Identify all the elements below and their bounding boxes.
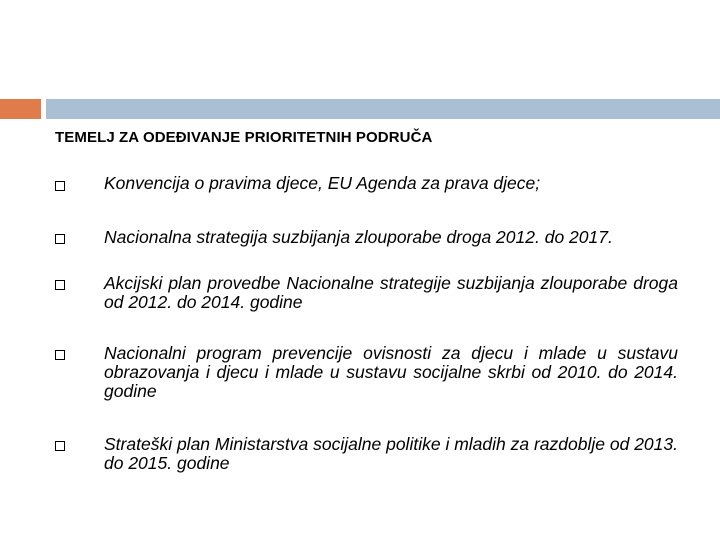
bullet-item: Nacionalna strategija suzbijanja zlouporabe droga 2012. do 2017. xyxy=(104,227,613,247)
accent-bar-blue xyxy=(46,99,720,119)
square-bullet-icon xyxy=(55,234,65,244)
square-bullet-icon xyxy=(55,181,65,191)
square-bullet-icon xyxy=(55,350,65,360)
bullet-item: Konvencija o pravima djece, EU Agenda za prava djece; xyxy=(104,173,541,193)
square-bullet-icon xyxy=(55,280,65,290)
accent-bar-orange xyxy=(0,99,41,119)
bullet-item: Nacionalni program prevencije ovisnosti za djecu i mlade u sustavu obrazovanja i djecu i mlade u sustavu socijalne skrbi od 2010. do 2014. godine xyxy=(104,343,678,401)
bullet-item: Akcijski plan provedbe Nacionalne strategije suzbijanja zlouporabe droga od 2012. do 2014. godine xyxy=(104,273,678,312)
slide-heading: TEMELJ ZA ODEĐIVANJE PRIORITETNIH PODRUČA xyxy=(55,129,433,146)
bullet-item: Strateški plan Ministarstva socijalne politike i mladih za razdoblje od 2013. do 2015. godine xyxy=(104,434,678,473)
square-bullet-icon xyxy=(55,441,65,451)
